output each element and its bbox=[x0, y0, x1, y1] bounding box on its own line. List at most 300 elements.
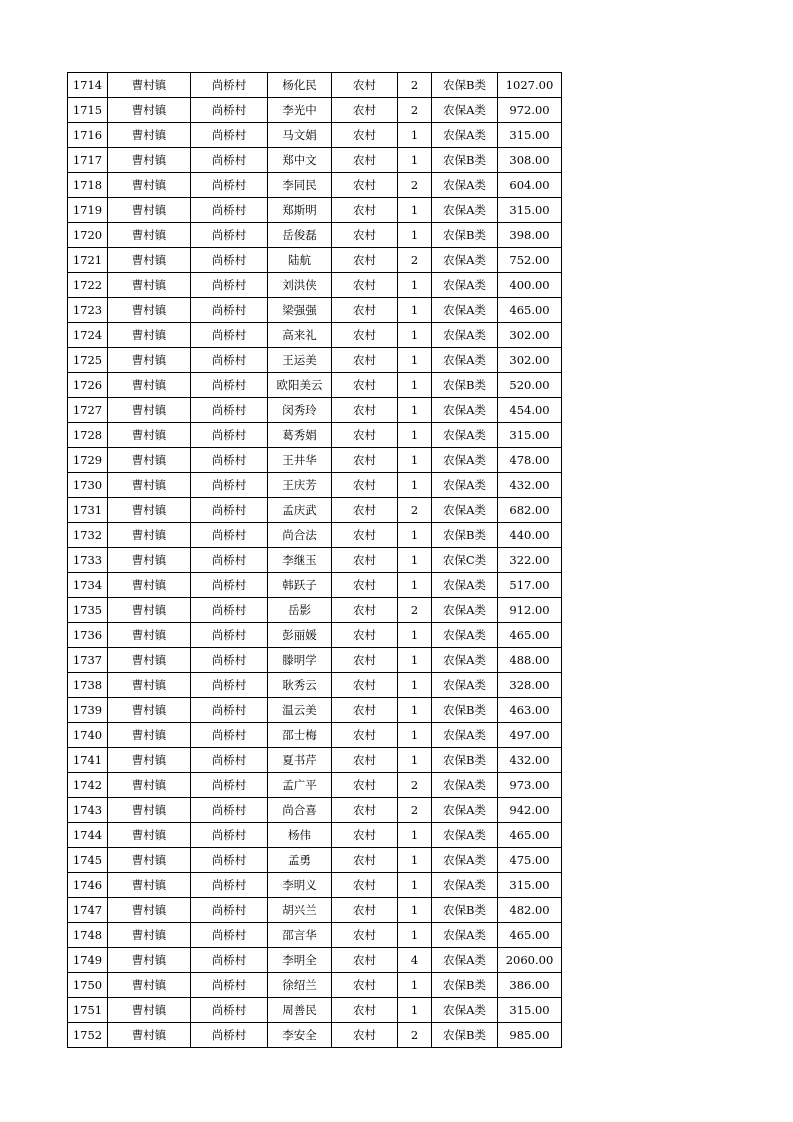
cell-village: 尚桥村 bbox=[191, 123, 268, 148]
cell-amount: 315.00 bbox=[498, 873, 562, 898]
table-row bbox=[68, 123, 562, 148]
cell-category: 农保A类 bbox=[432, 248, 498, 273]
cell-name: 夏书芹 bbox=[268, 748, 332, 773]
cell-town: 曹村镇 bbox=[108, 73, 191, 98]
cell-town: 曹村镇 bbox=[108, 398, 191, 423]
cell-amount: 398.00 bbox=[498, 223, 562, 248]
cell-serial-number: 1722 bbox=[68, 273, 108, 298]
cell-category: 农保A类 bbox=[432, 723, 498, 748]
cell-serial-number: 1720 bbox=[68, 223, 108, 248]
cell-village: 尚桥村 bbox=[191, 948, 268, 973]
cell-serial-number: 1729 bbox=[68, 448, 108, 473]
table-row bbox=[68, 948, 562, 973]
cell-person-count: 1 bbox=[398, 348, 432, 373]
cell-amount: 328.00 bbox=[498, 673, 562, 698]
cell-category: 农保A类 bbox=[432, 623, 498, 648]
cell-category: 农保A类 bbox=[432, 598, 498, 623]
cell-person-count: 2 bbox=[398, 1023, 432, 1048]
cell-village: 尚桥村 bbox=[191, 698, 268, 723]
cell-town: 曹村镇 bbox=[108, 148, 191, 173]
table-row bbox=[68, 648, 562, 673]
cell-village: 尚桥村 bbox=[191, 273, 268, 298]
cell-amount: 482.00 bbox=[498, 898, 562, 923]
cell-household-type: 农村 bbox=[332, 498, 398, 523]
cell-amount: 465.00 bbox=[498, 823, 562, 848]
cell-person-count: 4 bbox=[398, 948, 432, 973]
cell-amount: 752.00 bbox=[498, 248, 562, 273]
cell-category: 农保A类 bbox=[432, 823, 498, 848]
table-row bbox=[68, 998, 562, 1023]
cell-town: 曹村镇 bbox=[108, 898, 191, 923]
cell-name: 尚合法 bbox=[268, 523, 332, 548]
cell-person-count: 1 bbox=[398, 548, 432, 573]
cell-village: 尚桥村 bbox=[191, 298, 268, 323]
cell-person-count: 1 bbox=[398, 698, 432, 723]
cell-town: 曹村镇 bbox=[108, 548, 191, 573]
cell-name: 邵言华 bbox=[268, 923, 332, 948]
cell-village: 尚桥村 bbox=[191, 523, 268, 548]
cell-village: 尚桥村 bbox=[191, 248, 268, 273]
table-row bbox=[68, 273, 562, 298]
table-row bbox=[68, 923, 562, 948]
cell-serial-number: 1738 bbox=[68, 673, 108, 698]
cell-amount: 912.00 bbox=[498, 598, 562, 623]
cell-name: 尚合喜 bbox=[268, 798, 332, 823]
cell-village: 尚桥村 bbox=[191, 573, 268, 598]
cell-name: 孟庆武 bbox=[268, 498, 332, 523]
cell-person-count: 2 bbox=[398, 73, 432, 98]
cell-town: 曹村镇 bbox=[108, 823, 191, 848]
cell-person-count: 1 bbox=[398, 473, 432, 498]
cell-household-type: 农村 bbox=[332, 323, 398, 348]
cell-person-count: 1 bbox=[398, 923, 432, 948]
cell-household-type: 农村 bbox=[332, 723, 398, 748]
cell-household-type: 农村 bbox=[332, 73, 398, 98]
cell-person-count: 1 bbox=[398, 848, 432, 873]
cell-household-type: 农村 bbox=[332, 598, 398, 623]
cell-town: 曹村镇 bbox=[108, 373, 191, 398]
cell-person-count: 1 bbox=[398, 748, 432, 773]
cell-village: 尚桥村 bbox=[191, 398, 268, 423]
cell-amount: 465.00 bbox=[498, 923, 562, 948]
cell-name: 杨化民 bbox=[268, 73, 332, 98]
cell-person-count: 1 bbox=[398, 123, 432, 148]
cell-category: 农保A类 bbox=[432, 798, 498, 823]
cell-village: 尚桥村 bbox=[191, 1023, 268, 1048]
cell-household-type: 农村 bbox=[332, 748, 398, 773]
cell-town: 曹村镇 bbox=[108, 573, 191, 598]
cell-household-type: 农村 bbox=[332, 398, 398, 423]
cell-household-type: 农村 bbox=[332, 373, 398, 398]
table-row bbox=[68, 898, 562, 923]
cell-amount: 463.00 bbox=[498, 698, 562, 723]
cell-amount: 682.00 bbox=[498, 498, 562, 523]
cell-category: 农保A类 bbox=[432, 948, 498, 973]
cell-category: 农保A类 bbox=[432, 773, 498, 798]
cell-name: 岳俊磊 bbox=[268, 223, 332, 248]
cell-serial-number: 1751 bbox=[68, 998, 108, 1023]
cell-amount: 985.00 bbox=[498, 1023, 562, 1048]
cell-person-count: 1 bbox=[398, 873, 432, 898]
cell-name: 李继玉 bbox=[268, 548, 332, 573]
cell-town: 曹村镇 bbox=[108, 273, 191, 298]
cell-household-type: 农村 bbox=[332, 473, 398, 498]
table-row bbox=[68, 573, 562, 598]
cell-serial-number: 1716 bbox=[68, 123, 108, 148]
cell-person-count: 1 bbox=[398, 423, 432, 448]
cell-person-count: 1 bbox=[398, 148, 432, 173]
cell-amount: 315.00 bbox=[498, 198, 562, 223]
cell-village: 尚桥村 bbox=[191, 173, 268, 198]
cell-category: 农保B类 bbox=[432, 148, 498, 173]
cell-serial-number: 1719 bbox=[68, 198, 108, 223]
cell-amount: 386.00 bbox=[498, 973, 562, 998]
cell-category: 农保B类 bbox=[432, 698, 498, 723]
cell-town: 曹村镇 bbox=[108, 348, 191, 373]
cell-serial-number: 1730 bbox=[68, 473, 108, 498]
table-row bbox=[68, 248, 562, 273]
cell-serial-number: 1741 bbox=[68, 748, 108, 773]
cell-amount: 465.00 bbox=[498, 623, 562, 648]
cell-name: 耿秀云 bbox=[268, 673, 332, 698]
table-row bbox=[68, 623, 562, 648]
cell-household-type: 农村 bbox=[332, 98, 398, 123]
cell-person-count: 1 bbox=[398, 323, 432, 348]
cell-name: 欧阳美云 bbox=[268, 373, 332, 398]
table-row bbox=[68, 673, 562, 698]
cell-household-type: 农村 bbox=[332, 698, 398, 723]
cell-category: 农保A类 bbox=[432, 198, 498, 223]
cell-name: 邵士梅 bbox=[268, 723, 332, 748]
cell-serial-number: 1742 bbox=[68, 773, 108, 798]
cell-category: 农保A类 bbox=[432, 873, 498, 898]
allowance-table bbox=[67, 72, 562, 1048]
cell-village: 尚桥村 bbox=[191, 673, 268, 698]
cell-village: 尚桥村 bbox=[191, 373, 268, 398]
cell-household-type: 农村 bbox=[332, 673, 398, 698]
cell-person-count: 2 bbox=[398, 173, 432, 198]
cell-amount: 315.00 bbox=[498, 123, 562, 148]
cell-person-count: 1 bbox=[398, 723, 432, 748]
cell-town: 曹村镇 bbox=[108, 98, 191, 123]
cell-household-type: 农村 bbox=[332, 773, 398, 798]
cell-household-type: 农村 bbox=[332, 448, 398, 473]
cell-household-type: 农村 bbox=[332, 148, 398, 173]
cell-town: 曹村镇 bbox=[108, 598, 191, 623]
table-row bbox=[68, 548, 562, 573]
cell-person-count: 1 bbox=[398, 198, 432, 223]
cell-category: 农保B类 bbox=[432, 523, 498, 548]
cell-name: 李光中 bbox=[268, 98, 332, 123]
cell-category: 农保A类 bbox=[432, 923, 498, 948]
cell-serial-number: 1724 bbox=[68, 323, 108, 348]
cell-village: 尚桥村 bbox=[191, 98, 268, 123]
cell-household-type: 农村 bbox=[332, 998, 398, 1023]
cell-serial-number: 1728 bbox=[68, 423, 108, 448]
cell-town: 曹村镇 bbox=[108, 1023, 191, 1048]
cell-category: 农保A类 bbox=[432, 398, 498, 423]
cell-serial-number: 1747 bbox=[68, 898, 108, 923]
cell-town: 曹村镇 bbox=[108, 673, 191, 698]
cell-name: 李同民 bbox=[268, 173, 332, 198]
cell-village: 尚桥村 bbox=[191, 998, 268, 1023]
cell-category: 农保A类 bbox=[432, 273, 498, 298]
cell-serial-number: 1749 bbox=[68, 948, 108, 973]
cell-category: 农保A类 bbox=[432, 648, 498, 673]
cell-person-count: 2 bbox=[398, 773, 432, 798]
cell-person-count: 1 bbox=[398, 898, 432, 923]
cell-household-type: 农村 bbox=[332, 548, 398, 573]
cell-category: 农保A类 bbox=[432, 123, 498, 148]
cell-amount: 2060.00 bbox=[498, 948, 562, 973]
cell-village: 尚桥村 bbox=[191, 898, 268, 923]
cell-amount: 520.00 bbox=[498, 373, 562, 398]
table-row bbox=[68, 773, 562, 798]
cell-category: 农保C类 bbox=[432, 548, 498, 573]
cell-town: 曹村镇 bbox=[108, 923, 191, 948]
cell-category: 农保A类 bbox=[432, 323, 498, 348]
cell-serial-number: 1718 bbox=[68, 173, 108, 198]
table-row bbox=[68, 1023, 562, 1048]
cell-household-type: 农村 bbox=[332, 823, 398, 848]
cell-category: 农保A类 bbox=[432, 423, 498, 448]
cell-category: 农保A类 bbox=[432, 298, 498, 323]
cell-village: 尚桥村 bbox=[191, 448, 268, 473]
cell-serial-number: 1725 bbox=[68, 348, 108, 373]
cell-village: 尚桥村 bbox=[191, 223, 268, 248]
cell-category: 农保A类 bbox=[432, 173, 498, 198]
cell-serial-number: 1721 bbox=[68, 248, 108, 273]
cell-village: 尚桥村 bbox=[191, 423, 268, 448]
cell-village: 尚桥村 bbox=[191, 473, 268, 498]
cell-serial-number: 1714 bbox=[68, 73, 108, 98]
table-row bbox=[68, 748, 562, 773]
cell-category: 农保B类 bbox=[432, 223, 498, 248]
cell-village: 尚桥村 bbox=[191, 773, 268, 798]
cell-name: 李明义 bbox=[268, 873, 332, 898]
cell-household-type: 农村 bbox=[332, 123, 398, 148]
table-row bbox=[68, 698, 562, 723]
cell-amount: 308.00 bbox=[498, 148, 562, 173]
table-row bbox=[68, 723, 562, 748]
cell-town: 曹村镇 bbox=[108, 973, 191, 998]
cell-category: 农保A类 bbox=[432, 573, 498, 598]
table-row bbox=[68, 448, 562, 473]
cell-name: 刘洪侠 bbox=[268, 273, 332, 298]
table-row bbox=[68, 298, 562, 323]
cell-name: 李安全 bbox=[268, 1023, 332, 1048]
cell-amount: 454.00 bbox=[498, 398, 562, 423]
cell-town: 曹村镇 bbox=[108, 873, 191, 898]
cell-village: 尚桥村 bbox=[191, 73, 268, 98]
cell-serial-number: 1736 bbox=[68, 623, 108, 648]
cell-name: 王运美 bbox=[268, 348, 332, 373]
cell-village: 尚桥村 bbox=[191, 623, 268, 648]
cell-serial-number: 1733 bbox=[68, 548, 108, 573]
cell-town: 曹村镇 bbox=[108, 773, 191, 798]
cell-serial-number: 1734 bbox=[68, 573, 108, 598]
cell-amount: 302.00 bbox=[498, 323, 562, 348]
table-row bbox=[68, 473, 562, 498]
cell-household-type: 农村 bbox=[332, 248, 398, 273]
cell-name: 彭丽媛 bbox=[268, 623, 332, 648]
cell-town: 曹村镇 bbox=[108, 423, 191, 448]
cell-town: 曹村镇 bbox=[108, 473, 191, 498]
cell-amount: 440.00 bbox=[498, 523, 562, 548]
cell-town: 曹村镇 bbox=[108, 948, 191, 973]
cell-serial-number: 1740 bbox=[68, 723, 108, 748]
cell-serial-number: 1726 bbox=[68, 373, 108, 398]
cell-category: 农保A类 bbox=[432, 348, 498, 373]
table-row bbox=[68, 498, 562, 523]
cell-household-type: 农村 bbox=[332, 298, 398, 323]
cell-amount: 315.00 bbox=[498, 423, 562, 448]
cell-amount: 432.00 bbox=[498, 473, 562, 498]
table-body bbox=[68, 73, 562, 1048]
cell-town: 曹村镇 bbox=[108, 848, 191, 873]
cell-amount: 432.00 bbox=[498, 748, 562, 773]
cell-serial-number: 1743 bbox=[68, 798, 108, 823]
table-row bbox=[68, 798, 562, 823]
table-row bbox=[68, 223, 562, 248]
cell-serial-number: 1737 bbox=[68, 648, 108, 673]
cell-amount: 302.00 bbox=[498, 348, 562, 373]
cell-serial-number: 1750 bbox=[68, 973, 108, 998]
cell-amount: 1027.00 bbox=[498, 73, 562, 98]
cell-household-type: 农村 bbox=[332, 848, 398, 873]
cell-household-type: 农村 bbox=[332, 423, 398, 448]
cell-name: 郑中文 bbox=[268, 148, 332, 173]
cell-village: 尚桥村 bbox=[191, 848, 268, 873]
cell-town: 曹村镇 bbox=[108, 523, 191, 548]
cell-town: 曹村镇 bbox=[108, 248, 191, 273]
cell-household-type: 农村 bbox=[332, 798, 398, 823]
cell-household-type: 农村 bbox=[332, 223, 398, 248]
cell-town: 曹村镇 bbox=[108, 323, 191, 348]
cell-town: 曹村镇 bbox=[108, 748, 191, 773]
table-row bbox=[68, 373, 562, 398]
cell-amount: 322.00 bbox=[498, 548, 562, 573]
cell-town: 曹村镇 bbox=[108, 623, 191, 648]
cell-category: 农保A类 bbox=[432, 448, 498, 473]
cell-serial-number: 1731 bbox=[68, 498, 108, 523]
cell-household-type: 农村 bbox=[332, 173, 398, 198]
cell-amount: 400.00 bbox=[498, 273, 562, 298]
cell-amount: 315.00 bbox=[498, 998, 562, 1023]
cell-name: 梁强强 bbox=[268, 298, 332, 323]
table-row bbox=[68, 173, 562, 198]
cell-name: 杨伟 bbox=[268, 823, 332, 848]
table-row bbox=[68, 323, 562, 348]
cell-household-type: 农村 bbox=[332, 973, 398, 998]
cell-serial-number: 1717 bbox=[68, 148, 108, 173]
cell-category: 农保A类 bbox=[432, 98, 498, 123]
table-row bbox=[68, 73, 562, 98]
cell-village: 尚桥村 bbox=[191, 923, 268, 948]
cell-amount: 497.00 bbox=[498, 723, 562, 748]
cell-serial-number: 1723 bbox=[68, 298, 108, 323]
table-row bbox=[68, 148, 562, 173]
cell-household-type: 农村 bbox=[332, 198, 398, 223]
table-row bbox=[68, 823, 562, 848]
cell-name: 王井华 bbox=[268, 448, 332, 473]
table-row bbox=[68, 423, 562, 448]
cell-name: 韩跃子 bbox=[268, 573, 332, 598]
cell-person-count: 1 bbox=[398, 223, 432, 248]
cell-name: 孟广平 bbox=[268, 773, 332, 798]
cell-town: 曹村镇 bbox=[108, 698, 191, 723]
cell-category: 农保A类 bbox=[432, 498, 498, 523]
cell-person-count: 1 bbox=[398, 273, 432, 298]
cell-village: 尚桥村 bbox=[191, 648, 268, 673]
cell-town: 曹村镇 bbox=[108, 648, 191, 673]
cell-person-count: 1 bbox=[398, 823, 432, 848]
cell-category: 农保B类 bbox=[432, 73, 498, 98]
cell-name: 郑斯明 bbox=[268, 198, 332, 223]
cell-category: 农保B类 bbox=[432, 748, 498, 773]
cell-village: 尚桥村 bbox=[191, 548, 268, 573]
cell-serial-number: 1732 bbox=[68, 523, 108, 548]
cell-serial-number: 1752 bbox=[68, 1023, 108, 1048]
cell-person-count: 2 bbox=[398, 498, 432, 523]
cell-amount: 942.00 bbox=[498, 798, 562, 823]
cell-household-type: 农村 bbox=[332, 648, 398, 673]
cell-category: 农保B类 bbox=[432, 973, 498, 998]
table-row bbox=[68, 348, 562, 373]
cell-household-type: 农村 bbox=[332, 923, 398, 948]
cell-town: 曹村镇 bbox=[108, 298, 191, 323]
cell-serial-number: 1739 bbox=[68, 698, 108, 723]
cell-village: 尚桥村 bbox=[191, 323, 268, 348]
cell-person-count: 1 bbox=[398, 998, 432, 1023]
cell-name: 李明全 bbox=[268, 948, 332, 973]
cell-serial-number: 1735 bbox=[68, 598, 108, 623]
cell-category: 农保B类 bbox=[432, 898, 498, 923]
cell-amount: 475.00 bbox=[498, 848, 562, 873]
cell-serial-number: 1744 bbox=[68, 823, 108, 848]
cell-person-count: 1 bbox=[398, 298, 432, 323]
cell-serial-number: 1746 bbox=[68, 873, 108, 898]
cell-village: 尚桥村 bbox=[191, 748, 268, 773]
cell-amount: 604.00 bbox=[498, 173, 562, 198]
cell-person-count: 2 bbox=[398, 98, 432, 123]
cell-village: 尚桥村 bbox=[191, 823, 268, 848]
cell-town: 曹村镇 bbox=[108, 798, 191, 823]
cell-village: 尚桥村 bbox=[191, 348, 268, 373]
cell-town: 曹村镇 bbox=[108, 498, 191, 523]
cell-name: 滕明学 bbox=[268, 648, 332, 673]
cell-town: 曹村镇 bbox=[108, 123, 191, 148]
table-row bbox=[68, 848, 562, 873]
cell-person-count: 1 bbox=[398, 373, 432, 398]
table-row bbox=[68, 873, 562, 898]
cell-person-count: 1 bbox=[398, 448, 432, 473]
cell-amount: 973.00 bbox=[498, 773, 562, 798]
cell-name: 温云美 bbox=[268, 698, 332, 723]
cell-amount: 478.00 bbox=[498, 448, 562, 473]
cell-person-count: 1 bbox=[398, 523, 432, 548]
cell-household-type: 农村 bbox=[332, 948, 398, 973]
table-row bbox=[68, 98, 562, 123]
cell-household-type: 农村 bbox=[332, 523, 398, 548]
cell-household-type: 农村 bbox=[332, 1023, 398, 1048]
table-row bbox=[68, 523, 562, 548]
cell-name: 周善民 bbox=[268, 998, 332, 1023]
cell-name: 陆航 bbox=[268, 248, 332, 273]
cell-person-count: 1 bbox=[398, 673, 432, 698]
cell-serial-number: 1715 bbox=[68, 98, 108, 123]
cell-serial-number: 1745 bbox=[68, 848, 108, 873]
